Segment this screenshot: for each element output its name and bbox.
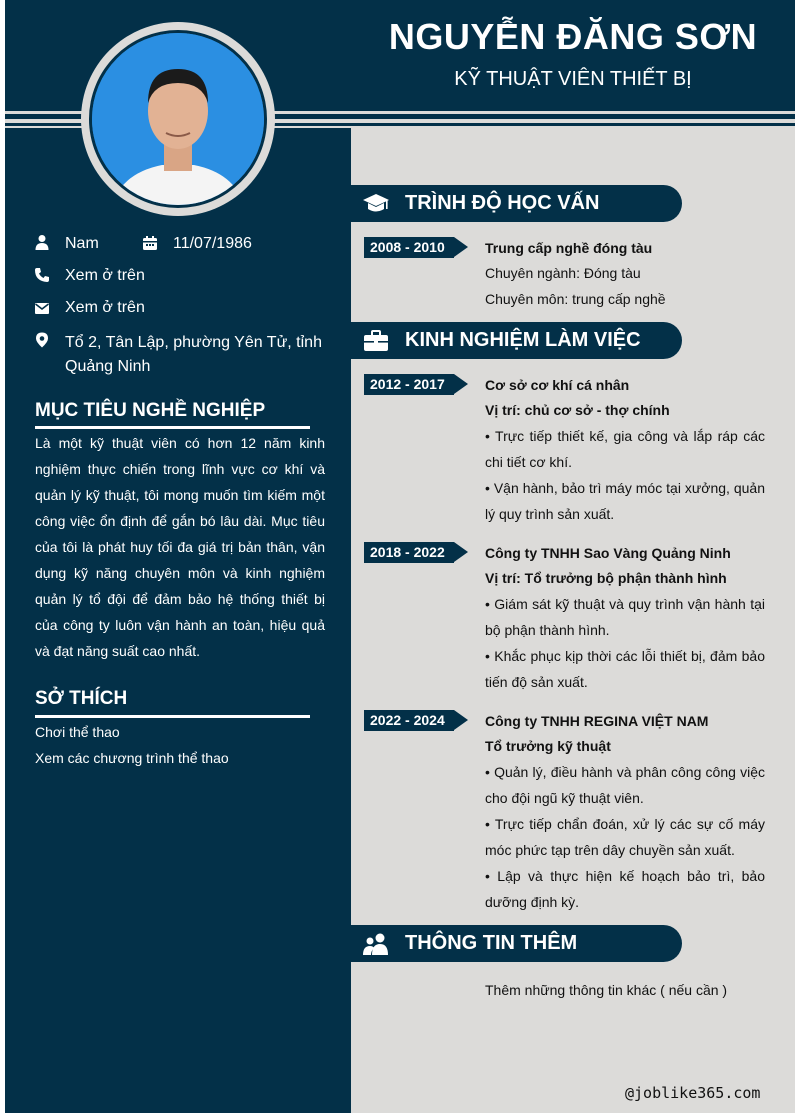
location-pin-icon [34, 332, 50, 348]
education-school: Trung cấp nghề đóng tàu [485, 240, 653, 256]
gender-value: Nam [65, 235, 99, 252]
footer-watermark: @joblike365.com [625, 1084, 761, 1102]
job-bullet: • Khắc phục kịp thời các lỗi thiết bị, đảm bảo tiến độ sản xuất. [485, 648, 765, 690]
job-company: Công ty TNHH REGINA VIỆT NAM [485, 713, 709, 729]
avatar [92, 33, 264, 205]
job-bullet: • Trực tiếp chẩn đoán, xử lý các sự cố máy móc phức tạp trên dây chuyền sản xuất. [485, 816, 765, 858]
resume-page [5, 0, 795, 1113]
job-bullet: • Vận hành, bảo trì máy móc tại xưởng, quản lý quy trình sản xuất. [485, 480, 765, 522]
job-bullet: • Giám sát kỹ thuật và quy trình vận hành tại bộ phận thành hình. [485, 596, 765, 638]
objective-divider [35, 426, 310, 429]
education-header [351, 185, 682, 222]
phone-icon [34, 267, 50, 283]
birthdate-value: 11/07/1986 [173, 235, 252, 252]
job-period: 2022 - 2024 [364, 710, 454, 731]
users-icon [363, 931, 389, 957]
job-bullet: • Trực tiếp thiết kế, gia công và lắp ráp các chi tiết cơ khí. [485, 428, 765, 470]
job-position: Tổ trưởng kỹ thuật [485, 738, 611, 754]
hobbies-title: SỞ THÍCH [35, 688, 128, 709]
extra-info-title: THÔNG TIN THÊM [405, 932, 578, 954]
hobby-item: Chơi thể thao [35, 724, 120, 740]
objective-title: MỤC TIÊU NGHỀ NGHIỆP [35, 400, 266, 421]
job-company: Cơ sở cơ khí cá nhân [485, 377, 630, 393]
extra-info-header [351, 925, 682, 962]
hobbies-divider [35, 715, 310, 718]
education-major: Chuyên ngành: Đóng tàu [485, 265, 641, 281]
envelope-icon [34, 300, 50, 316]
graduation-cap-icon [363, 191, 389, 217]
job-bullet: • Lập và thực hiện kế hoạch bảo trì, bảo dưỡng định kỳ. [485, 868, 765, 910]
avatar-frame [81, 22, 275, 216]
job-period: 2012 - 2017 [364, 374, 454, 395]
education-level: Chuyên môn: trung cấp nghề [485, 291, 666, 307]
job-position: Vị trí: chủ cơ sở - thợ chính [485, 402, 670, 418]
job-period: 2018 - 2022 [364, 542, 454, 563]
objective-text: Là một kỹ thuật viên có hơn 12 năm kinh nghiệm thực chiến trong lĩnh vực cơ khí và quản lý kỹ thuật, tôi mong muốn tìm kiếm một công việc ổn định để gắn bó lâu dài. Mục tiêu của tôi là phát huy tối đa giá trị bản thân, vận dụng kỹ năng chuyên môn và kinh nghiệm quản lý tổ đội để đảm bảo hệ thống thiết bị của công ty luôn vận hành an toàn, hiệu quả và đạt năng suất cao nhất. [35, 435, 325, 659]
briefcase-icon [363, 328, 389, 354]
candidate-role: KỸ THUẬT VIÊN THIẾT BỊ [454, 68, 692, 90]
phone-value: Xem ở trên [65, 267, 145, 284]
job-position: Vị trí: Tổ trưởng bộ phận thành hình [485, 570, 727, 586]
education-period: 2008 - 2010 [364, 237, 454, 258]
experience-title: KINH NGHIỆM LÀM VIỆC [405, 329, 641, 351]
job-bullet: • Quản lý, điều hành và phân công công việc cho đội ngũ kỹ thuật viên. [485, 764, 765, 806]
experience-header [351, 322, 682, 359]
candidate-name: NGUYỄN ĐĂNG SƠN [388, 16, 758, 57]
address-value: Tổ 2, Tân Lập, phường Yên Tử, tỉnh Quảng Ninh [65, 334, 322, 375]
education-title: TRÌNH ĐỘ HỌC VẤN [405, 192, 600, 214]
job-company: Công ty TNHH Sao Vàng Quảng Ninh [485, 545, 731, 561]
hobby-item: Xem các chương trình thể thao [35, 750, 229, 766]
extra-info-text: Thêm những thông tin khác ( nếu cần ) [485, 982, 728, 998]
email-value: Xem ở trên [65, 299, 145, 316]
calendar-icon [142, 235, 158, 251]
user-icon [34, 234, 50, 250]
